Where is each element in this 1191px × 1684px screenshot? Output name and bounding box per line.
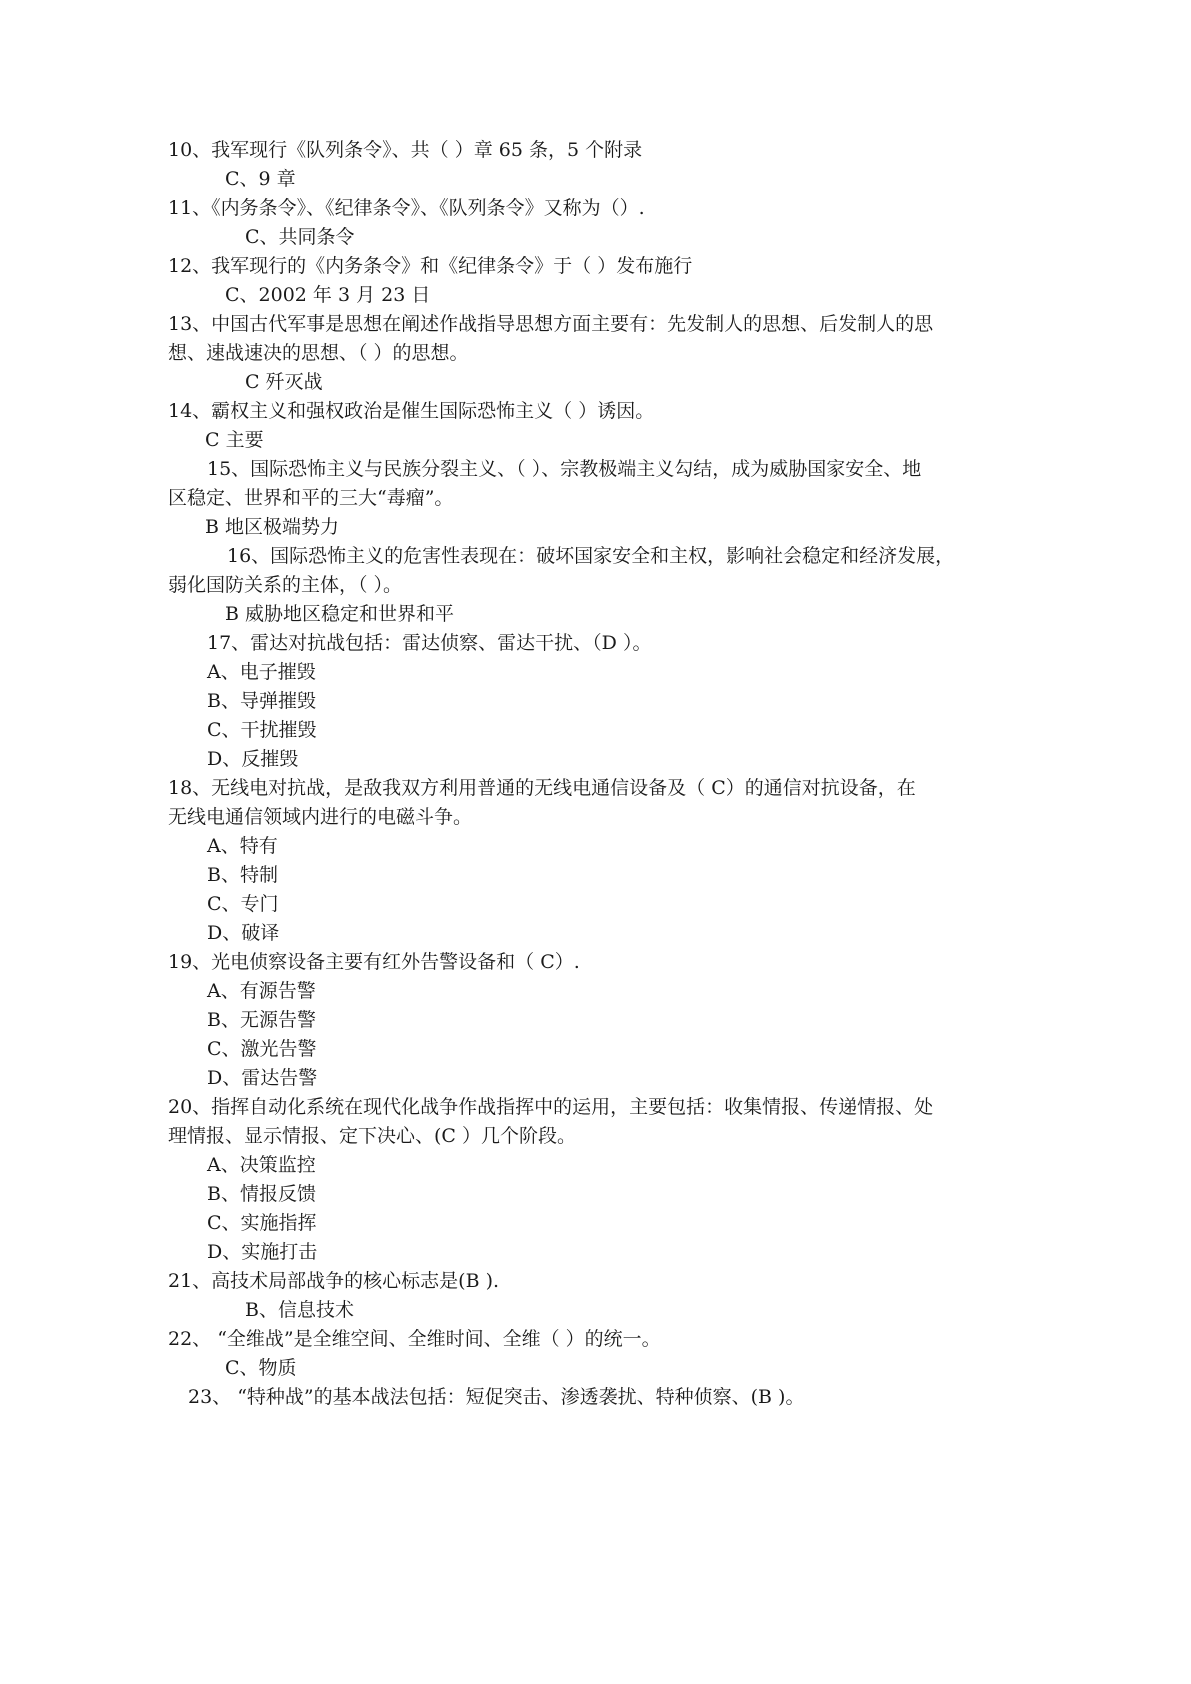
option-20-c: C、实施指挥: [207, 1212, 317, 1234]
option-19-b: B、无源告警: [207, 1009, 316, 1031]
option-19-d: D、雷达告警: [207, 1067, 318, 1089]
option-19-c: C、激光告警: [207, 1038, 317, 1060]
question-16-line-2: 弱化国防关系的主体，（ ）。: [168, 574, 403, 596]
option-17-c: C、干扰摧毁: [207, 719, 317, 741]
option-17-d: D、反摧毁: [207, 748, 299, 770]
answer-11: C、共同条令: [245, 226, 355, 248]
answer-21: B、信息技术: [245, 1299, 354, 1321]
question-18-line-1: 18、无线电对抗战，是敌我双方利用普通的无线电通信设备及（ C）的通信对抗设备，在: [168, 777, 916, 799]
question-20-line-2: 理情报、显示情报、定下决心、(C ）几个阶段。: [168, 1125, 576, 1147]
question-22: 22、 “全维战”是全维空间、全维时间、全维（ ）的统一。: [168, 1328, 661, 1350]
answer-16: B 威胁地区稳定和世界和平: [225, 603, 455, 625]
question-10: 10、我军现行《队列条令》、共（ ）章 65 条，5 个附录: [168, 139, 643, 161]
answer-13: C 歼灭战: [245, 371, 323, 393]
option-18-c: C、专门: [207, 893, 279, 915]
question-17: 17、雷达对抗战包括：雷达侦察、雷达干扰、（D ）。: [207, 632, 652, 654]
question-13-line-2: 想、速战速决的思想、（ ）的思想。: [168, 342, 469, 364]
option-17-b: B、导弹摧毁: [207, 690, 316, 712]
question-11: 11、《内务条令》、《纪律条令》、《队列条令》又称为（）.: [168, 197, 645, 219]
answer-14: C 主要: [205, 429, 264, 451]
question-13-line-1: 13、中国古代军事是思想在阐述作战指导思想方面主要有：先发制人的思想、后发制人的思: [168, 313, 934, 335]
option-17-a: A、电子摧毁: [207, 661, 316, 683]
option-20-a: A、决策监控: [207, 1154, 316, 1176]
answer-12: C、2002 年 3 月 23 日: [225, 284, 431, 306]
question-21: 21、高技术局部战争的核心标志是(B ).: [168, 1270, 500, 1292]
question-14: 14、霸权主义和强权政治是催生国际恐怖主义（ ）诱因。: [168, 400, 655, 422]
option-20-b: B、情报反馈: [207, 1183, 316, 1205]
question-18-line-2: 无线电通信领域内进行的电磁斗争。: [168, 806, 473, 828]
question-15-line-1: 15、国际恐怖主义与民族分裂主义、（ ）、宗教极端主义勾结，成为威胁国家安全、地: [207, 458, 922, 480]
option-18-d: D、破译: [207, 922, 280, 944]
question-23: 23、 “特种战”的基本战法包括：短促突击、渗透袭扰、特种侦察、(B )。: [188, 1386, 805, 1408]
question-19: 19、光电侦察设备主要有红外告警设备和（ C）.: [168, 951, 580, 973]
question-20-line-1: 20、指挥自动化系统在现代化战争作战指挥中的运用，主要包括：收集情报、传递情报、处: [168, 1096, 934, 1118]
option-20-d: D、实施打击: [207, 1241, 318, 1263]
option-19-a: A、有源告警: [207, 980, 316, 1002]
question-16-line-1: 16、国际恐怖主义的危害性表现在：破坏国家安全和主权，影响社会稳定和经济发展，: [227, 545, 955, 567]
question-12: 12、我军现行的《内务条令》和《纪律条令》于（ ）发布施行: [168, 255, 693, 277]
answer-15: B 地区极端势力: [205, 516, 340, 538]
option-18-b: B、特制: [207, 864, 278, 886]
answer-10: C、9 章: [225, 168, 296, 190]
option-18-a: A、特有: [207, 835, 278, 857]
question-15-line-2: 区稳定、世界和平的三大“毒瘤”。: [168, 487, 454, 509]
answer-22: C、物质: [225, 1357, 297, 1379]
